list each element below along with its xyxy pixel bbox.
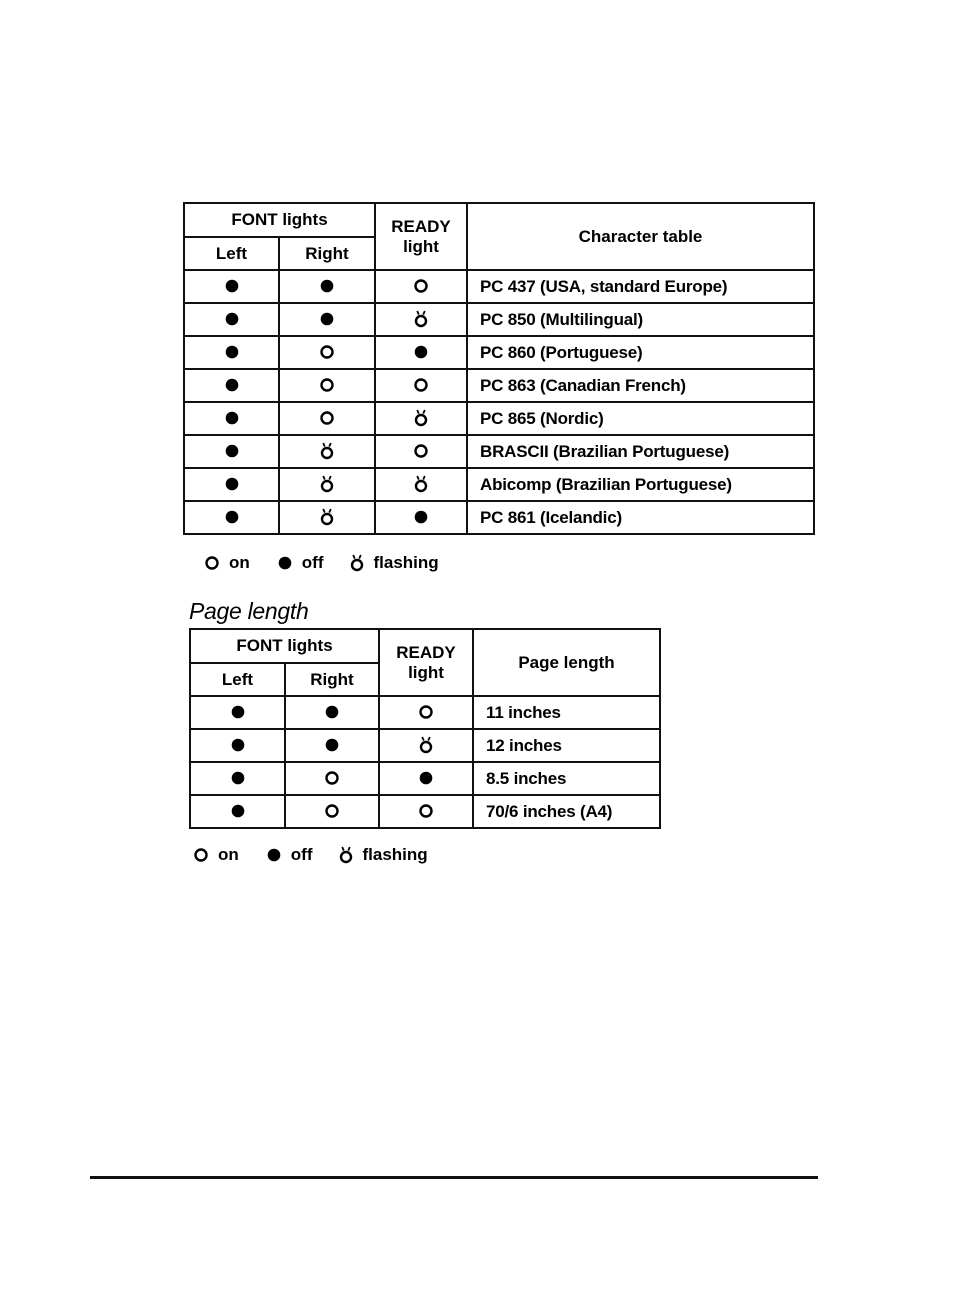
light-on-icon: [412, 376, 430, 394]
light-off-icon: [417, 769, 435, 787]
light-off-icon: [276, 554, 294, 572]
light-off-icon: [229, 769, 247, 787]
light-off-icon: [223, 310, 241, 328]
light-flashing-icon: [412, 409, 430, 427]
right-light-cell: [279, 468, 375, 501]
character-table-header: Character table: [467, 203, 814, 270]
table-row: [190, 762, 660, 795]
left-light-cell: [190, 762, 285, 795]
light-off-icon: [265, 846, 283, 864]
light-flashing-icon: [412, 310, 430, 328]
left-light-cell: [184, 336, 279, 369]
light-flashing-icon: [417, 736, 435, 754]
ready-light-cell: [375, 270, 467, 303]
legend-flashing: [337, 845, 428, 865]
table-row: [184, 270, 814, 303]
table-row: [184, 468, 814, 501]
left-header: Left: [184, 237, 279, 270]
light-on-icon: [412, 442, 430, 460]
light-off-icon: [323, 736, 341, 754]
ready-header-line2: light: [408, 662, 444, 682]
right-header: Right: [285, 663, 379, 696]
light-off-icon: [223, 343, 241, 361]
character-table-legend: [203, 553, 439, 573]
page-length-header: Page length: [473, 629, 660, 696]
right-light-cell: [285, 729, 379, 762]
character-table: [183, 202, 815, 535]
light-on-icon: [417, 802, 435, 820]
right-light-cell: [285, 696, 379, 729]
right-header: Right: [279, 237, 375, 270]
left-light-cell: [184, 303, 279, 336]
table-row: [190, 795, 660, 828]
light-on-icon: [318, 376, 336, 394]
right-light-cell: [279, 435, 375, 468]
light-on-icon: [192, 846, 210, 864]
ready-light-cell: [379, 729, 473, 762]
table-row: [190, 696, 660, 729]
legend-off: [276, 553, 324, 573]
table-row: [190, 729, 660, 762]
left-light-cell: [184, 468, 279, 501]
legend-on-label: on: [229, 553, 250, 572]
light-off-icon: [223, 442, 241, 460]
light-flashing-icon: [337, 846, 355, 864]
right-light-cell: [285, 795, 379, 828]
light-off-icon: [229, 736, 247, 754]
setting-value-cell: 8.5 inches: [473, 762, 660, 795]
ready-light-header: [375, 203, 467, 270]
table-row: [184, 336, 814, 369]
right-light-cell: [279, 303, 375, 336]
legend-on: [203, 553, 250, 573]
page-length-legend: [192, 845, 428, 865]
legend-on: [192, 845, 239, 865]
light-flashing-icon: [348, 554, 366, 572]
light-off-icon: [412, 508, 430, 526]
light-off-icon: [412, 343, 430, 361]
table-row: [184, 501, 814, 534]
page-length-title: Page length: [189, 598, 309, 624]
left-light-cell: [184, 501, 279, 534]
light-off-icon: [223, 409, 241, 427]
table-row: [184, 303, 814, 336]
left-light-cell: [190, 795, 285, 828]
light-off-icon: [223, 277, 241, 295]
setting-value-cell: 12 inches: [473, 729, 660, 762]
right-light-cell: [279, 501, 375, 534]
ready-light-cell: [375, 435, 467, 468]
right-light-cell: [285, 762, 379, 795]
legend-flashing-label: flashing: [373, 553, 439, 572]
legend-off: [265, 845, 313, 865]
light-flashing-icon: [412, 475, 430, 493]
table-row: [184, 435, 814, 468]
setting-value-cell: PC 860 (Portuguese): [467, 336, 814, 369]
footer-rule: [90, 1176, 818, 1179]
right-light-cell: [279, 369, 375, 402]
light-off-icon: [318, 310, 336, 328]
ready-light-cell: [375, 501, 467, 534]
light-on-icon: [412, 277, 430, 295]
page-length-table: [189, 628, 661, 829]
legend-off-label: off: [301, 553, 324, 572]
setting-value-cell: PC 863 (Canadian French): [467, 369, 814, 402]
light-on-icon: [323, 802, 341, 820]
setting-value-cell: PC 865 (Nordic): [467, 402, 814, 435]
left-light-cell: [184, 369, 279, 402]
light-flashing-icon: [318, 475, 336, 493]
light-flashing-icon: [318, 508, 336, 526]
setting-value-cell: PC 437 (USA, standard Europe): [467, 270, 814, 303]
light-on-icon: [417, 703, 435, 721]
right-light-cell: [279, 336, 375, 369]
table-row: [184, 402, 814, 435]
character-table-body: [184, 270, 814, 534]
ready-header-line1: READY: [396, 642, 456, 662]
legend-flashing: [348, 553, 439, 573]
ready-light-cell: [379, 762, 473, 795]
ready-light-cell: [375, 402, 467, 435]
light-on-icon: [318, 343, 336, 361]
ready-light-cell: [375, 468, 467, 501]
legend-flashing-label: flashing: [362, 845, 428, 864]
light-on-icon: [318, 409, 336, 427]
light-on-icon: [323, 769, 341, 787]
light-off-icon: [223, 475, 241, 493]
left-light-cell: [190, 696, 285, 729]
setting-value-cell: PC 850 (Multilingual): [467, 303, 814, 336]
setting-value-cell: Abicomp (Brazilian Portuguese): [467, 468, 814, 501]
light-off-icon: [223, 376, 241, 394]
left-header: Left: [190, 663, 285, 696]
setting-value-cell: PC 861 (Icelandic): [467, 501, 814, 534]
ready-light-cell: [379, 696, 473, 729]
light-on-icon: [203, 554, 221, 572]
right-light-cell: [279, 270, 375, 303]
light-off-icon: [229, 802, 247, 820]
left-light-cell: [190, 729, 285, 762]
ready-header-line2: light: [403, 236, 439, 256]
page-length-table-body: [190, 696, 660, 828]
ready-light-cell: [375, 369, 467, 402]
legend-off-label: off: [290, 845, 313, 864]
right-light-cell: [279, 402, 375, 435]
light-flashing-icon: [318, 442, 336, 460]
left-light-cell: [184, 402, 279, 435]
ready-light-header: [379, 629, 473, 696]
font-lights-header: FONT lights: [190, 629, 379, 663]
light-off-icon: [229, 703, 247, 721]
setting-value-cell: 11 inches: [473, 696, 660, 729]
ready-header-line1: READY: [391, 216, 451, 236]
ready-light-cell: [375, 303, 467, 336]
legend-on-label: on: [218, 845, 239, 864]
table-row: [184, 369, 814, 402]
setting-value-cell: BRASCII (Brazilian Portuguese): [467, 435, 814, 468]
light-off-icon: [323, 703, 341, 721]
light-off-icon: [223, 508, 241, 526]
ready-light-cell: [375, 336, 467, 369]
left-light-cell: [184, 270, 279, 303]
font-lights-header: FONT lights: [184, 203, 375, 237]
left-light-cell: [184, 435, 279, 468]
ready-light-cell: [379, 795, 473, 828]
light-off-icon: [318, 277, 336, 295]
setting-value-cell: 70/6 inches (A4): [473, 795, 660, 828]
